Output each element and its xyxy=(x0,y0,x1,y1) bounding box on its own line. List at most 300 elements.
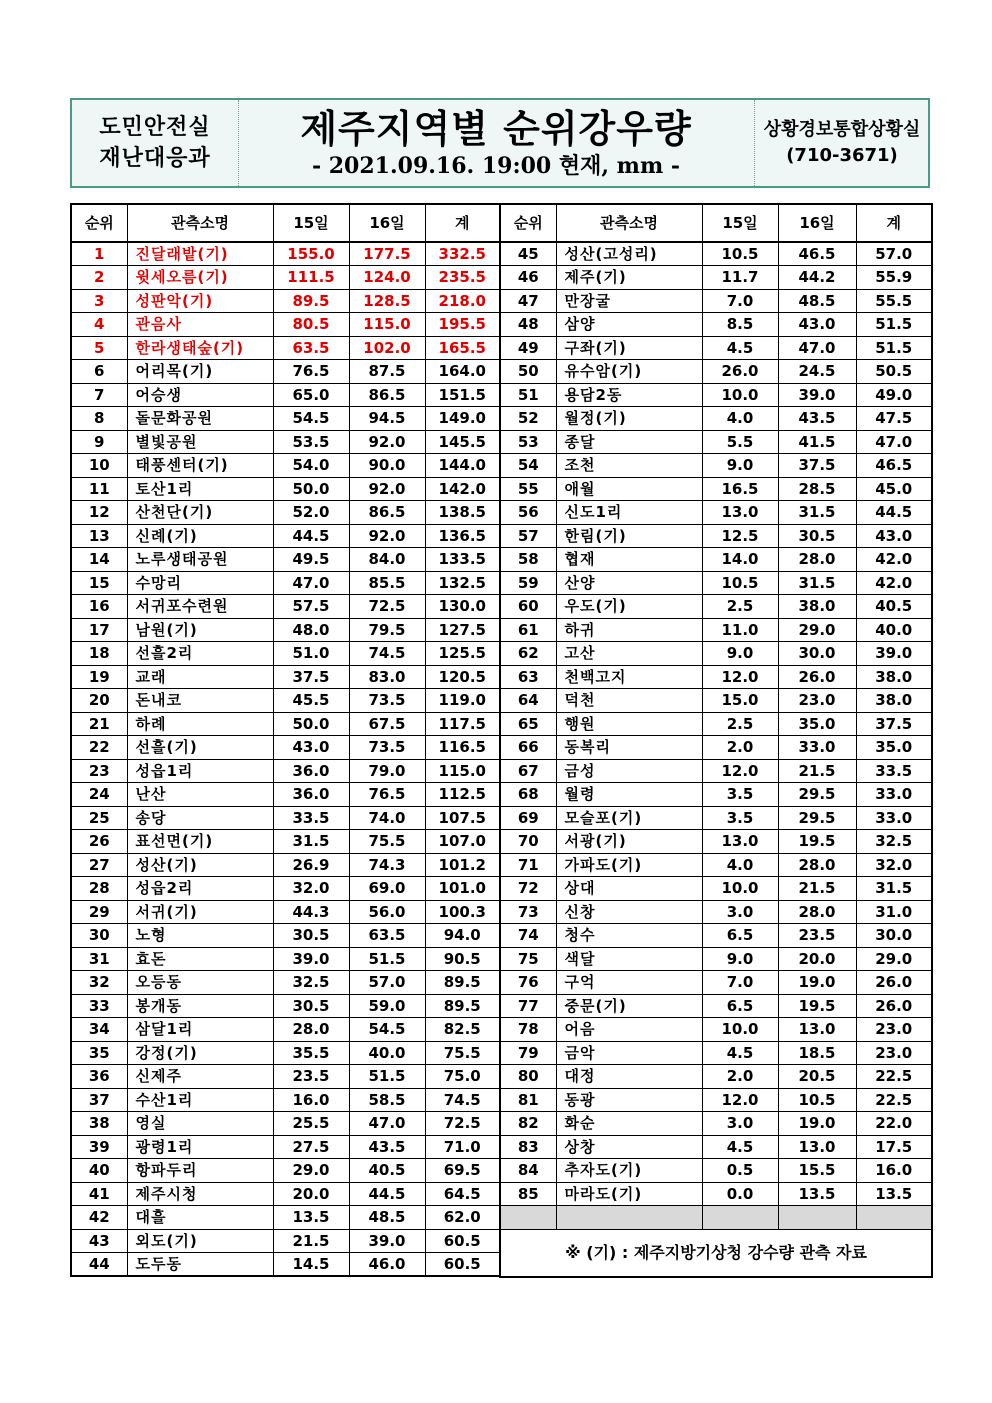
station-name-cell: 화순 xyxy=(556,1112,702,1136)
rank-cell: 68 xyxy=(500,783,556,807)
rain-16-cell: 13.0 xyxy=(778,1135,856,1159)
rank-cell: 24 xyxy=(71,783,127,807)
rain-total-cell: 51.5 xyxy=(856,313,932,337)
rain-16-cell: 19.0 xyxy=(778,971,856,995)
rank-cell: 12 xyxy=(71,501,127,525)
station-name-cell: 우도(기) xyxy=(556,595,702,619)
rain-15-cell: 8.5 xyxy=(702,313,778,337)
rank-cell: 8 xyxy=(71,407,127,431)
rain-15-cell: 44.5 xyxy=(273,524,349,548)
rain-16-cell: 24.5 xyxy=(778,360,856,384)
rank-cell: 61 xyxy=(500,618,556,642)
rain-total-cell: 23.0 xyxy=(856,1018,932,1042)
rank-cell: 67 xyxy=(500,759,556,783)
rank-cell: 44 xyxy=(71,1253,127,1277)
rain-total-cell: 50.5 xyxy=(856,360,932,384)
rain-total-cell: 40.0 xyxy=(856,618,932,642)
station-name-cell: 삼달1리 xyxy=(127,1018,273,1042)
table-row xyxy=(71,689,500,713)
table-row xyxy=(71,1065,500,1089)
table-row xyxy=(500,924,932,948)
table-row xyxy=(71,383,500,407)
rain-15-cell: 10.5 xyxy=(702,571,778,595)
rank-cell: 40 xyxy=(71,1159,127,1183)
rain-16-cell: 21.5 xyxy=(778,759,856,783)
rain-16-cell: 72.5 xyxy=(349,595,425,619)
rain-16-cell: 76.5 xyxy=(349,783,425,807)
rain-15-cell: 7.0 xyxy=(702,289,778,313)
table-row xyxy=(71,548,500,572)
rain-15-cell: 54.5 xyxy=(273,407,349,431)
rank-cell: 32 xyxy=(71,971,127,995)
rain-total-cell: 51.5 xyxy=(856,336,932,360)
table-row xyxy=(500,454,932,478)
station-name-cell: 진달래밭(기) xyxy=(127,242,273,266)
rank-cell: 21 xyxy=(71,712,127,736)
rain-15-cell: 27.5 xyxy=(273,1135,349,1159)
rain-15-cell: 49.5 xyxy=(273,548,349,572)
rain-15-cell: 0.5 xyxy=(702,1159,778,1183)
rain-16-cell: 124.0 xyxy=(349,266,425,290)
rain-16-cell: 43.5 xyxy=(778,407,856,431)
rain-15-cell: 3.5 xyxy=(702,783,778,807)
rain-15-cell: 12.0 xyxy=(702,665,778,689)
rank-cell: 10 xyxy=(71,454,127,478)
report-timestamp: - 2021.09.16. 19:00 현재, mm - xyxy=(311,153,681,179)
rank-cell: 29 xyxy=(71,900,127,924)
rain-total-cell: 64.5 xyxy=(425,1182,500,1206)
station-name-cell: 성산(고성리) xyxy=(556,242,702,266)
rain-15-cell: 16.0 xyxy=(273,1088,349,1112)
table-row xyxy=(500,877,932,901)
rain-16-cell: 87.5 xyxy=(349,360,425,384)
rain-16-cell: 73.5 xyxy=(349,689,425,713)
rank-cell: 26 xyxy=(71,830,127,854)
rain-15-cell: 10.0 xyxy=(702,383,778,407)
table-row xyxy=(71,783,500,807)
rain-16-cell: 39.0 xyxy=(349,1229,425,1253)
table-row xyxy=(500,1159,932,1183)
rank-cell: 43 xyxy=(71,1229,127,1253)
station-name-cell: 어음 xyxy=(556,1018,702,1042)
rain-total-cell: 107.5 xyxy=(425,806,500,830)
rain-15-cell: 26.9 xyxy=(273,853,349,877)
rain-total-cell: 60.5 xyxy=(425,1229,500,1253)
rain-15-cell: 111.5 xyxy=(273,266,349,290)
rain-15-cell: 3.0 xyxy=(702,900,778,924)
table-row xyxy=(500,618,932,642)
rain-total-cell: 30.0 xyxy=(856,924,932,948)
rain-total-cell: 62.0 xyxy=(425,1206,500,1230)
rank-cell: 81 xyxy=(500,1088,556,1112)
table-row xyxy=(500,689,932,713)
rain-total-cell: 60.5 xyxy=(425,1253,500,1277)
rain-16-cell: 74.0 xyxy=(349,806,425,830)
rain-total-cell: 149.0 xyxy=(425,407,500,431)
empty-cell xyxy=(778,1206,856,1230)
table-row xyxy=(500,501,932,525)
rank-cell: 66 xyxy=(500,736,556,760)
rank-cell: 79 xyxy=(500,1041,556,1065)
rain-total-cell: 33.5 xyxy=(856,759,932,783)
rank-cell: 85 xyxy=(500,1182,556,1206)
rain-total-cell: 164.0 xyxy=(425,360,500,384)
office-name: 상황경보통합상황실 xyxy=(763,119,921,140)
station-name-cell: 서귀(기) xyxy=(127,900,273,924)
station-name-cell: 제주시청 xyxy=(127,1182,273,1206)
rain-total-cell: 332.5 xyxy=(425,242,500,266)
rain-16-cell: 74.5 xyxy=(349,642,425,666)
col-station: 관측소명 xyxy=(556,204,702,242)
rain-total-cell: 116.5 xyxy=(425,736,500,760)
rain-total-cell: 13.5 xyxy=(856,1182,932,1206)
rain-total-cell: 38.0 xyxy=(856,665,932,689)
station-name-cell: 상창 xyxy=(556,1135,702,1159)
rain-16-cell: 54.5 xyxy=(349,1018,425,1042)
table-row xyxy=(500,1065,932,1089)
rank-cell: 14 xyxy=(71,548,127,572)
station-name-cell: 관음사 xyxy=(127,313,273,337)
table-row xyxy=(71,1041,500,1065)
table-row xyxy=(71,947,500,971)
station-name-cell: 월정(기) xyxy=(556,407,702,431)
rank-cell: 34 xyxy=(71,1018,127,1042)
station-name-cell: 애월 xyxy=(556,477,702,501)
rank-cell: 72 xyxy=(500,877,556,901)
rain-total-cell: 218.0 xyxy=(425,289,500,313)
table-row xyxy=(71,665,500,689)
station-name-cell: 한라생태숲(기) xyxy=(127,336,273,360)
table-row xyxy=(71,759,500,783)
table-row xyxy=(500,736,932,760)
table-row xyxy=(71,1018,500,1042)
rain-15-cell: 30.5 xyxy=(273,924,349,948)
rain-total-cell: 29.0 xyxy=(856,947,932,971)
rain-15-cell: 155.0 xyxy=(273,242,349,266)
table-row xyxy=(500,336,932,360)
station-name-cell: 표선면(기) xyxy=(127,830,273,854)
rain-15-cell: 2.5 xyxy=(702,712,778,736)
table-row xyxy=(500,783,932,807)
rain-total-cell: 90.5 xyxy=(425,947,500,971)
rain-16-cell: 57.0 xyxy=(349,971,425,995)
rank-cell: 60 xyxy=(500,595,556,619)
rain-15-cell: 4.5 xyxy=(702,336,778,360)
rain-15-cell: 13.0 xyxy=(702,501,778,525)
table-row xyxy=(71,524,500,548)
rank-cell: 74 xyxy=(500,924,556,948)
rain-15-cell: 63.5 xyxy=(273,336,349,360)
rain-total-cell: 115.0 xyxy=(425,759,500,783)
rain-16-cell: 26.0 xyxy=(778,665,856,689)
station-name-cell: 구억 xyxy=(556,971,702,995)
table-row xyxy=(71,736,500,760)
rain-15-cell: 39.0 xyxy=(273,947,349,971)
table-row xyxy=(71,994,500,1018)
rain-16-cell: 74.3 xyxy=(349,853,425,877)
rain-16-cell: 40.5 xyxy=(349,1159,425,1183)
table-row xyxy=(500,712,932,736)
rain-16-cell: 33.0 xyxy=(778,736,856,760)
rank-cell: 19 xyxy=(71,665,127,689)
rain-15-cell: 25.5 xyxy=(273,1112,349,1136)
rain-total-cell: 89.5 xyxy=(425,994,500,1018)
rank-cell: 58 xyxy=(500,548,556,572)
rank-cell: 70 xyxy=(500,830,556,854)
rain-total-cell: 16.0 xyxy=(856,1159,932,1183)
table-row xyxy=(71,430,500,454)
rain-total-cell: 22.5 xyxy=(856,1088,932,1112)
table-row xyxy=(500,759,932,783)
table-row xyxy=(500,642,932,666)
rain-16-cell: 51.5 xyxy=(349,1065,425,1089)
rain-15-cell: 12.0 xyxy=(702,759,778,783)
rain-15-cell: 6.5 xyxy=(702,924,778,948)
rain-total-cell: 39.0 xyxy=(856,642,932,666)
empty-cell xyxy=(556,1206,702,1230)
rain-total-cell: 69.5 xyxy=(425,1159,500,1183)
rain-16-cell: 40.0 xyxy=(349,1041,425,1065)
rain-total-cell: 119.0 xyxy=(425,689,500,713)
rank-cell: 49 xyxy=(500,336,556,360)
rain-15-cell: 44.3 xyxy=(273,900,349,924)
rain-15-cell: 30.5 xyxy=(273,994,349,1018)
table-row xyxy=(500,830,932,854)
rainfall-table-right xyxy=(499,203,933,1278)
rank-cell: 17 xyxy=(71,618,127,642)
rain-16-cell: 75.5 xyxy=(349,830,425,854)
rain-15-cell: 13.0 xyxy=(702,830,778,854)
rank-cell: 46 xyxy=(500,266,556,290)
station-name-cell: 만장굴 xyxy=(556,289,702,313)
rank-cell: 73 xyxy=(500,900,556,924)
rank-cell: 33 xyxy=(71,994,127,1018)
rank-cell: 69 xyxy=(500,806,556,830)
rain-total-cell: 46.5 xyxy=(856,454,932,478)
rain-16-cell: 23.5 xyxy=(778,924,856,948)
station-name-cell: 조천 xyxy=(556,454,702,478)
rain-total-cell: 37.5 xyxy=(856,712,932,736)
table-row xyxy=(71,1135,500,1159)
station-name-cell: 하례 xyxy=(127,712,273,736)
station-name-cell: 제주(기) xyxy=(556,266,702,290)
table-row xyxy=(500,477,932,501)
table-row xyxy=(71,971,500,995)
rain-15-cell: 51.0 xyxy=(273,642,349,666)
empty-cell xyxy=(856,1206,932,1230)
station-name-cell: 구좌(기) xyxy=(556,336,702,360)
table-header-row xyxy=(500,204,932,242)
table-row xyxy=(71,501,500,525)
rank-cell: 23 xyxy=(71,759,127,783)
rain-15-cell: 36.0 xyxy=(273,783,349,807)
rain-total-cell: 26.0 xyxy=(856,994,932,1018)
station-name-cell: 동광 xyxy=(556,1088,702,1112)
rain-16-cell: 28.0 xyxy=(778,548,856,572)
table-row xyxy=(71,877,500,901)
table-row xyxy=(500,524,932,548)
rain-total-cell: 125.5 xyxy=(425,642,500,666)
rain-16-cell: 90.0 xyxy=(349,454,425,478)
table-row xyxy=(500,1135,932,1159)
station-name-cell: 영실 xyxy=(127,1112,273,1136)
rank-cell: 64 xyxy=(500,689,556,713)
table-row xyxy=(71,618,500,642)
rank-cell: 63 xyxy=(500,665,556,689)
station-name-cell: 봉개동 xyxy=(127,994,273,1018)
rank-cell: 76 xyxy=(500,971,556,995)
station-name-cell: 종달 xyxy=(556,430,702,454)
rank-cell: 53 xyxy=(500,430,556,454)
rank-cell: 1 xyxy=(71,242,127,266)
rank-cell: 15 xyxy=(71,571,127,595)
rain-16-cell: 46.0 xyxy=(349,1253,425,1277)
rain-total-cell: 45.0 xyxy=(856,477,932,501)
rain-16-cell: 19.0 xyxy=(778,1112,856,1136)
table-row xyxy=(71,1159,500,1183)
office-block xyxy=(754,100,929,186)
rank-cell: 13 xyxy=(71,524,127,548)
rain-15-cell: 16.5 xyxy=(702,477,778,501)
rain-16-cell: 92.0 xyxy=(349,477,425,501)
rain-total-cell: 35.0 xyxy=(856,736,932,760)
table-row xyxy=(71,712,500,736)
col-total: 계 xyxy=(856,204,932,242)
rain-15-cell: 12.5 xyxy=(702,524,778,548)
rank-cell: 4 xyxy=(71,313,127,337)
table-row xyxy=(500,1041,932,1065)
rain-total-cell: 82.5 xyxy=(425,1018,500,1042)
rain-16-cell: 102.0 xyxy=(349,336,425,360)
rain-total-cell: 100.3 xyxy=(425,900,500,924)
rank-cell: 83 xyxy=(500,1135,556,1159)
rain-16-cell: 85.5 xyxy=(349,571,425,595)
rain-total-cell: 42.0 xyxy=(856,571,932,595)
rank-cell: 30 xyxy=(71,924,127,948)
page-title: 제주지역별 순위강우량 xyxy=(300,107,692,151)
empty-cell xyxy=(702,1206,778,1230)
rain-total-cell: 136.5 xyxy=(425,524,500,548)
rain-total-cell: 120.5 xyxy=(425,665,500,689)
station-name-cell: 성읍2리 xyxy=(127,877,273,901)
station-name-cell: 도두동 xyxy=(127,1253,273,1277)
table-row xyxy=(500,266,932,290)
table-row xyxy=(71,360,500,384)
rain-16-cell: 31.5 xyxy=(778,501,856,525)
station-name-cell: 산양 xyxy=(556,571,702,595)
rank-cell: 36 xyxy=(71,1065,127,1089)
rain-16-cell: 44.2 xyxy=(778,266,856,290)
table-row xyxy=(500,571,932,595)
rain-16-cell: 43.0 xyxy=(778,313,856,337)
rank-cell: 82 xyxy=(500,1112,556,1136)
station-name-cell: 교래 xyxy=(127,665,273,689)
rain-16-cell: 83.0 xyxy=(349,665,425,689)
rank-cell: 54 xyxy=(500,454,556,478)
rain-15-cell: 76.5 xyxy=(273,360,349,384)
rank-cell: 6 xyxy=(71,360,127,384)
rain-15-cell: 9.0 xyxy=(702,642,778,666)
station-name-cell: 송당 xyxy=(127,806,273,830)
rain-16-cell: 43.5 xyxy=(349,1135,425,1159)
col-day16: 16일 xyxy=(778,204,856,242)
rank-cell: 27 xyxy=(71,853,127,877)
rain-15-cell: 9.0 xyxy=(702,454,778,478)
rain-15-cell: 2.0 xyxy=(702,736,778,760)
rank-cell: 3 xyxy=(71,289,127,313)
rain-total-cell: 165.5 xyxy=(425,336,500,360)
rain-16-cell: 35.0 xyxy=(778,712,856,736)
col-rank: 순위 xyxy=(71,204,127,242)
rain-15-cell: 26.0 xyxy=(702,360,778,384)
rain-total-cell: 17.5 xyxy=(856,1135,932,1159)
station-name-cell: 덕천 xyxy=(556,689,702,713)
table-row xyxy=(500,900,932,924)
rain-15-cell: 53.5 xyxy=(273,430,349,454)
rain-16-cell: 47.0 xyxy=(349,1112,425,1136)
rain-total-cell: 47.5 xyxy=(856,407,932,431)
rain-16-cell: 28.5 xyxy=(778,477,856,501)
rain-total-cell: 38.0 xyxy=(856,689,932,713)
rain-total-cell: 55.5 xyxy=(856,289,932,313)
rain-total-cell: 195.5 xyxy=(425,313,500,337)
rain-total-cell: 94.0 xyxy=(425,924,500,948)
rain-16-cell: 63.5 xyxy=(349,924,425,948)
rain-15-cell: 57.5 xyxy=(273,595,349,619)
rain-15-cell: 4.5 xyxy=(702,1135,778,1159)
rain-15-cell: 10.0 xyxy=(702,1018,778,1042)
station-name-cell: 동복리 xyxy=(556,736,702,760)
rain-total-cell: 74.5 xyxy=(425,1088,500,1112)
rain-15-cell: 9.0 xyxy=(702,947,778,971)
station-name-cell: 오등동 xyxy=(127,971,273,995)
rain-16-cell: 18.5 xyxy=(778,1041,856,1065)
table-row xyxy=(500,853,932,877)
table-row xyxy=(71,571,500,595)
station-name-cell: 신제주 xyxy=(127,1065,273,1089)
rain-16-cell: 29.0 xyxy=(778,618,856,642)
table-row xyxy=(500,383,932,407)
rain-15-cell: 4.0 xyxy=(702,853,778,877)
station-name-cell: 성읍1리 xyxy=(127,759,273,783)
rank-cell: 5 xyxy=(71,336,127,360)
station-name-cell: 토산1리 xyxy=(127,477,273,501)
table-row xyxy=(500,548,932,572)
table-row xyxy=(71,242,500,266)
footnote: ※ (기) : 제주지방기상청 강수량 관측 자료 xyxy=(500,1229,932,1277)
rank-cell: 37 xyxy=(71,1088,127,1112)
rain-16-cell: 67.5 xyxy=(349,712,425,736)
station-name-cell: 효돈 xyxy=(127,947,273,971)
station-name-cell: 추자도(기) xyxy=(556,1159,702,1183)
rank-cell: 9 xyxy=(71,430,127,454)
rain-total-cell: 138.5 xyxy=(425,501,500,525)
rain-total-cell: 47.0 xyxy=(856,430,932,454)
station-name-cell: 성판악(기) xyxy=(127,289,273,313)
table-row xyxy=(71,924,500,948)
table-row xyxy=(500,1182,932,1206)
report-header xyxy=(70,98,930,188)
rain-total-cell: 31.5 xyxy=(856,877,932,901)
station-name-cell: 강정(기) xyxy=(127,1041,273,1065)
table-row xyxy=(71,1206,500,1230)
table-row xyxy=(500,806,932,830)
rain-16-cell: 29.5 xyxy=(778,806,856,830)
station-name-cell: 수망리 xyxy=(127,571,273,595)
table-row xyxy=(71,830,500,854)
station-name-cell: 삼양 xyxy=(556,313,702,337)
rank-cell: 22 xyxy=(71,736,127,760)
